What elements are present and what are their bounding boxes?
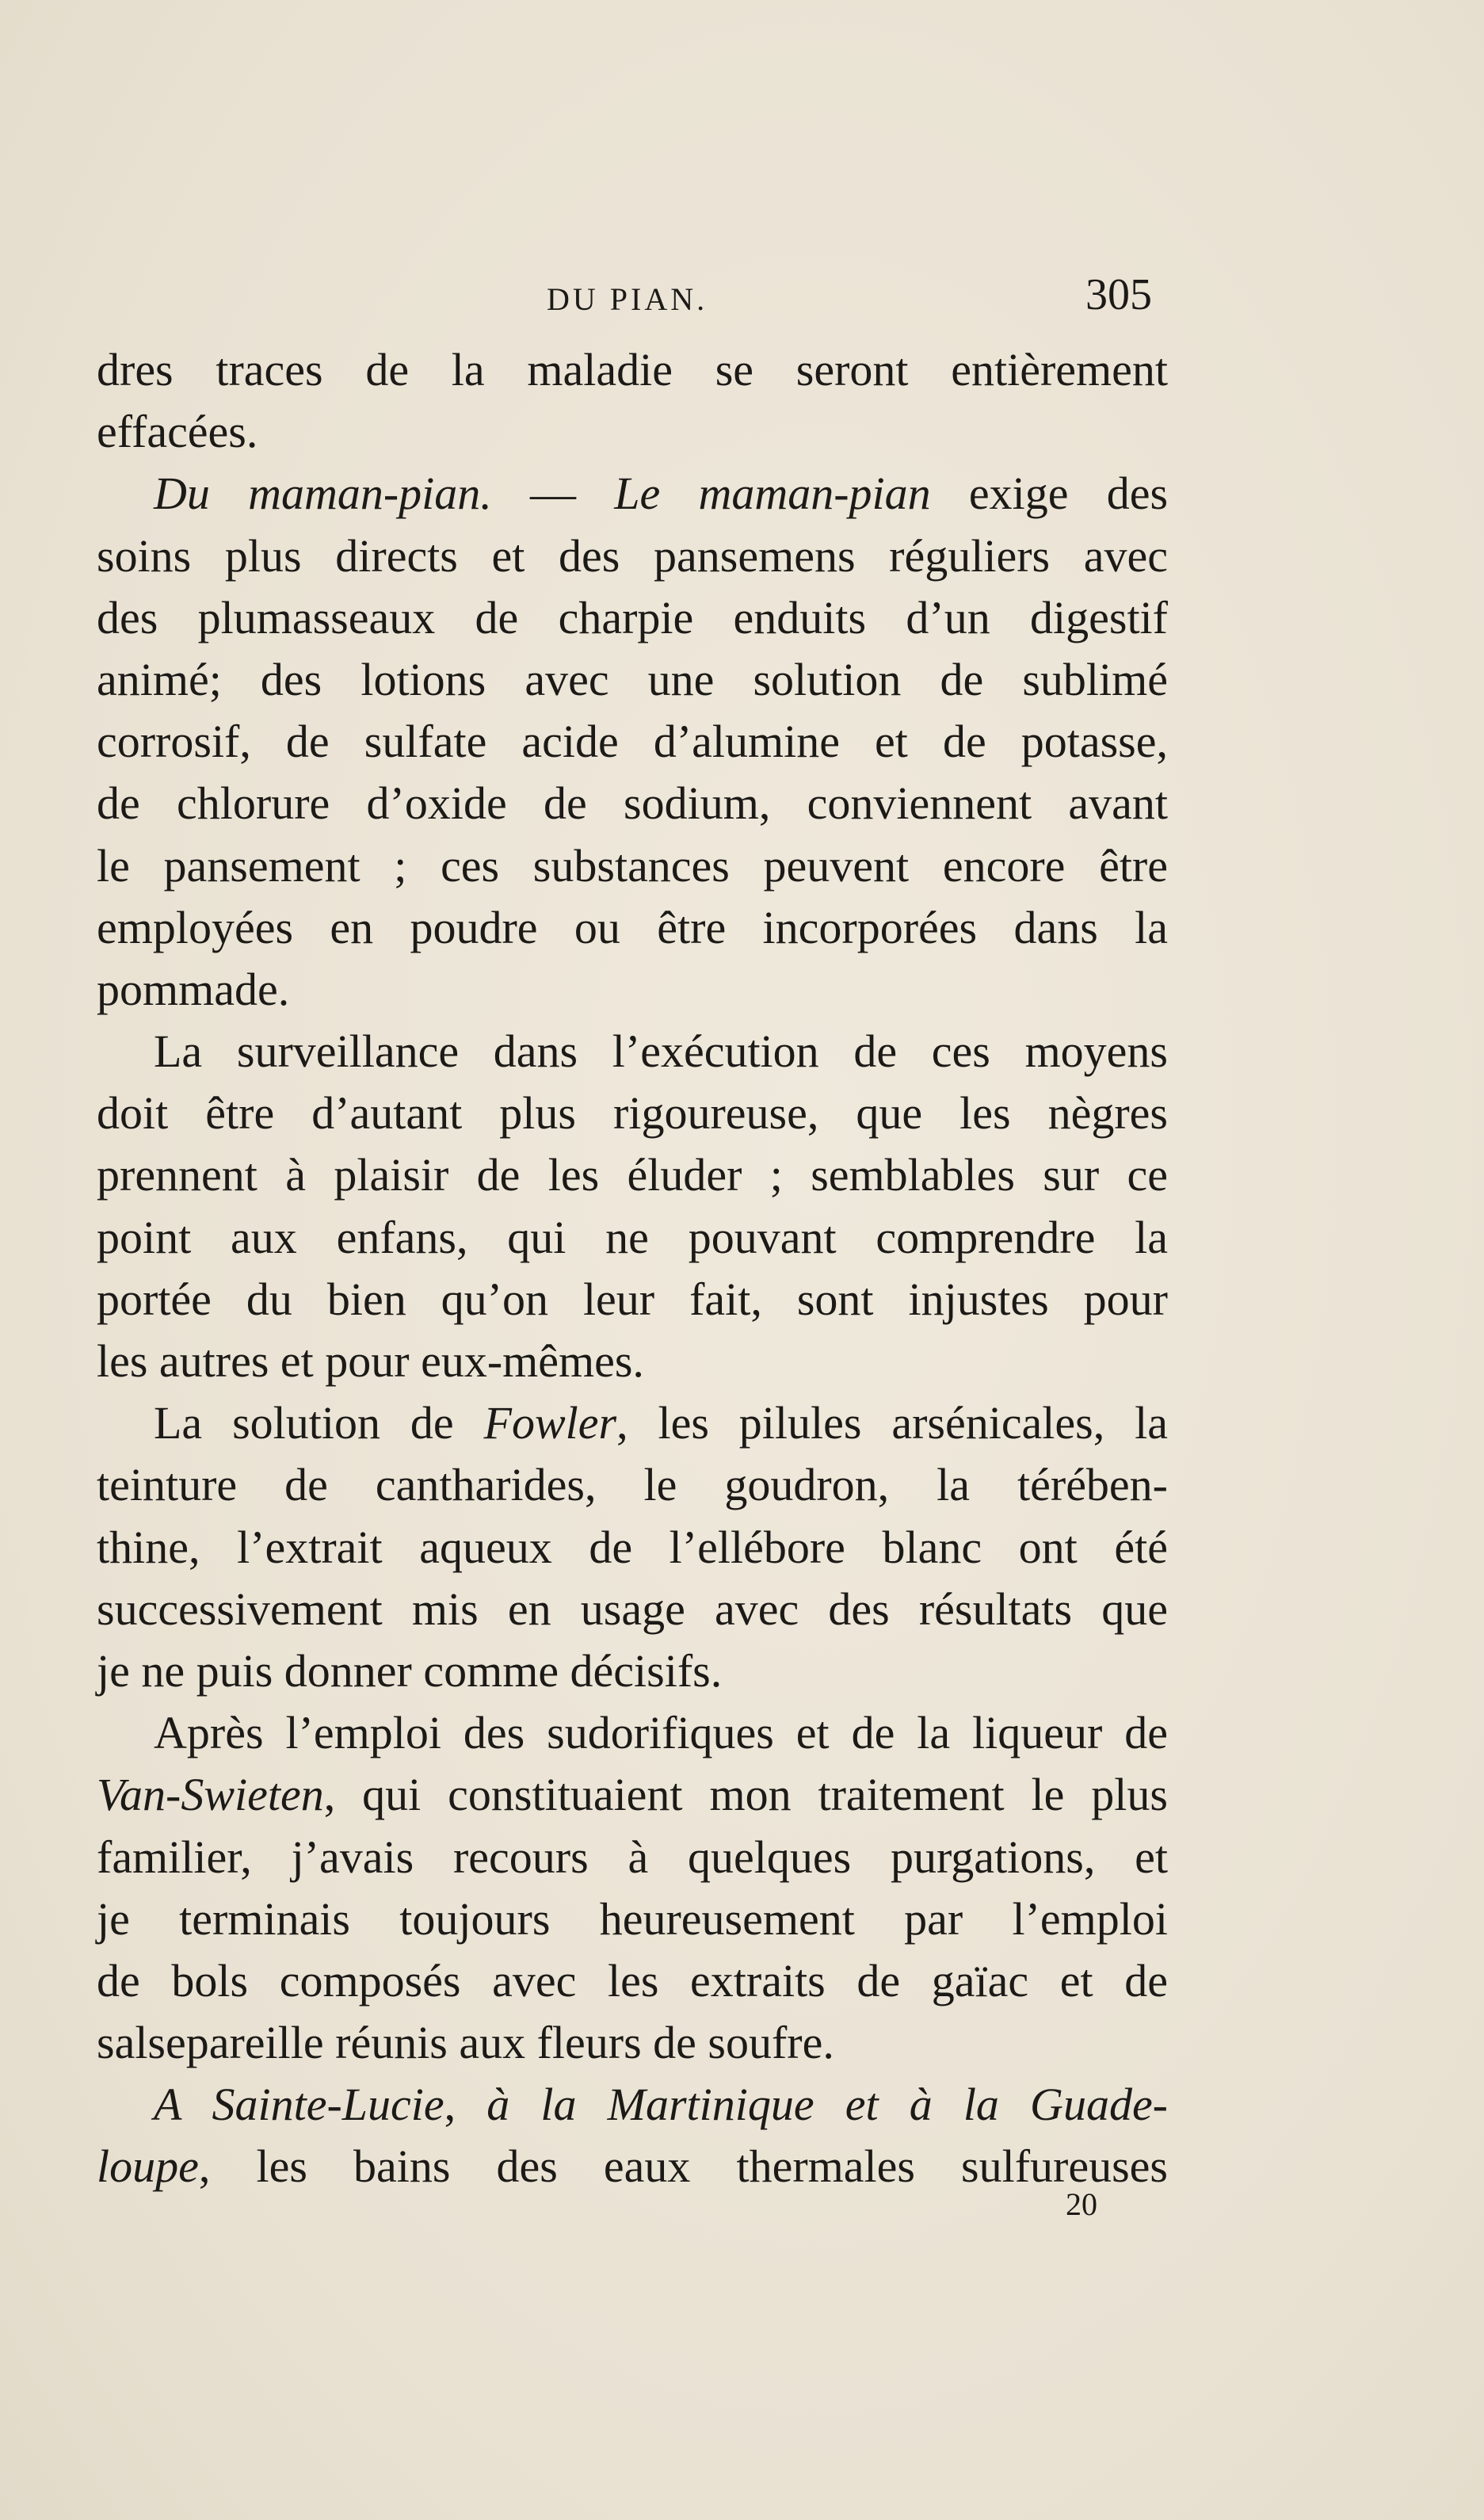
- text-line: Après l’emploi des sudorifiques et de la liqueur de: [154, 1707, 1168, 1759]
- text-run: ,: [444, 2079, 487, 2131]
- dash: —: [491, 468, 615, 520]
- text-run: , les pilules arsénicales, la: [616, 1397, 1168, 1449]
- text-run: , les bains des eaux thermales sulfureuses: [198, 2140, 1168, 2193]
- text-run: La solution de: [154, 1397, 484, 1449]
- text-line: pommade.: [97, 963, 290, 1015]
- text-line: de bols composés avec les extraits de gaïac et de: [97, 1954, 1168, 2006]
- text-line: point aux enfans, qui ne pouvant comprendre la: [97, 1211, 1168, 1263]
- signature-mark: 20: [1066, 2186, 1097, 2222]
- text-line: doit être d’autant plus rigoureuse, que les nègres: [97, 1087, 1168, 1140]
- text-line: [97, 1764, 1168, 1826]
- text-run: exige des: [930, 468, 1169, 520]
- body-text: [97, 339, 1168, 2198]
- place-italic: à la Martinique et à la Guade-: [486, 2079, 1168, 2131]
- text-line: [97, 1392, 1168, 1454]
- text-line: le pansement ; ces substances peuvent encore être: [97, 839, 1168, 892]
- text-line: salsepareille réunis aux fleurs de soufre.: [97, 2017, 834, 2069]
- text-line: [97, 2136, 1168, 2197]
- name-italic: Van-Swieten: [97, 1769, 324, 1821]
- text-run: , qui constituaient mon traitement le plus: [323, 1769, 1168, 1821]
- text-line: de chlorure d’oxide de sodium, conviennent avant: [97, 777, 1168, 830]
- text-line: animé; des lotions avec une solution de sublimé: [97, 653, 1168, 705]
- text-line: thine, l’extrait aqueux de l’ellébore blanc ont été: [97, 1521, 1168, 1573]
- section-title: Du maman-pian.: [154, 468, 492, 520]
- running-head: [0, 269, 1484, 325]
- name-italic: Fowler: [483, 1397, 617, 1449]
- text-line: dres traces de la maladie se seront entièrement: [97, 344, 1168, 395]
- place-italic: loupe: [97, 2140, 199, 2193]
- text-line: teinture de cantharides, le goudron, la térében-: [97, 1459, 1168, 1511]
- text-line: effacées.: [97, 406, 258, 458]
- text-line: corrosif, de sulfate acide d’alumine et de potasse,: [97, 716, 1168, 768]
- text-line: prennent à plaisir de les éluder ; semblables sur ce: [97, 1149, 1168, 1201]
- text-line: les autres et pour eux-mêmes.: [97, 1335, 644, 1387]
- text-line: La surveillance dans l’exécution de ces moyens: [154, 1025, 1168, 1078]
- text-line: je terminais toujours heureusement par l’emploi: [97, 1892, 1168, 1945]
- text-line: [97, 463, 1168, 525]
- page-number: 305: [1085, 270, 1152, 319]
- text-line: portée du bien qu’on leur fait, sont injustes pour: [97, 1273, 1168, 1325]
- text-line: je ne puis donner comme décisifs.: [97, 1644, 723, 1697]
- text-line: des plumasseaux de charpie enduits d’un digestif: [97, 591, 1168, 643]
- text-line: successivement mis en usage avec des résultats que: [97, 1583, 1168, 1635]
- text-line: soins plus directs et des pansemens réguliers avec: [97, 529, 1168, 582]
- place-italic: A Sainte-Lucie: [154, 2079, 444, 2131]
- text-line: [97, 2074, 1168, 2136]
- text-line: employées en poudre ou être incorporées dans la: [97, 901, 1168, 953]
- term-italic: Le maman-pian: [614, 468, 931, 520]
- running-title: DU PIAN.: [547, 281, 708, 317]
- text-line: familier, j’avais recours à quelques purgations, et: [97, 1831, 1168, 1883]
